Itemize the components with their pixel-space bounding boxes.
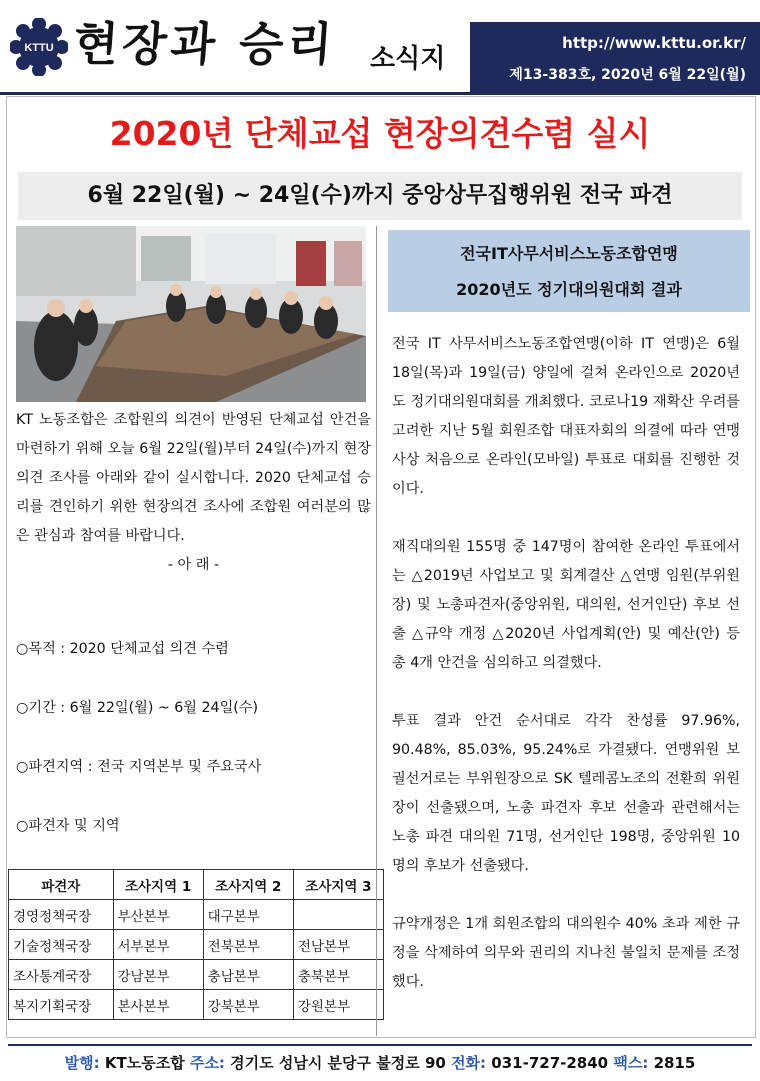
kttu-emblem-icon xyxy=(10,18,68,76)
table-header: 파견자 xyxy=(9,870,114,900)
publisher: KT노동조합 xyxy=(104,1054,185,1072)
article-paragraph: 재직대의원 155명 중 147명이 참여한 온라인 투표에서는 △2019년 사업보고 및 회계결산 △연맹 임원(부위원장) 및 노총파견자(중앙위원, 대의원, 선거인단) 후보 선출 △규약 개정 △2020년 사업계획(안) 및 예산(안) 등 총 4개 안건을 심의하고 의결했다. xyxy=(392,539,740,671)
issue-box xyxy=(470,22,760,92)
article-paragraph: 규약개정은 1개 회원조합의 대의원수 40% 초과 제한 규정을 삭제하여 의무와 권리의 지나친 불일치 문제를 조정했다. xyxy=(392,916,740,990)
kttu-logo xyxy=(10,18,68,76)
address: 경기도 성남시 분당구 불정로 90 xyxy=(230,1054,446,1072)
table-header: 조사지역 2 xyxy=(203,870,293,900)
side-heading-line2: 2020년도 정기대의원대회 결과 xyxy=(456,280,682,299)
phone-label: 전화: xyxy=(451,1054,487,1072)
top-rule xyxy=(0,92,760,95)
website-url[interactable]: http://www.kttu.or.kr/ xyxy=(562,34,746,52)
dispatch-item: ○파견자 및 지역 xyxy=(16,818,120,834)
side-article-heading xyxy=(388,230,750,312)
left-column xyxy=(16,406,371,580)
table-row xyxy=(9,930,384,960)
table-row xyxy=(9,990,384,1020)
headline: 2020년 단체교섭 현장의견수렴 실시 xyxy=(109,114,651,153)
table-row xyxy=(9,900,384,930)
table-header: 조사지역 3 xyxy=(293,870,383,900)
table-cell: 충남본부 xyxy=(203,960,293,990)
arae-label: - 아 래 - xyxy=(167,557,220,573)
issue-number: 제13-383호, 2020년 6월 22일(월) xyxy=(509,67,746,83)
region-item: ○파견지역 : 전국 지역본부 및 주요국사 xyxy=(16,759,262,775)
table-cell: 전북본부 xyxy=(203,930,293,960)
table-cell: 조사통계국장 xyxy=(9,960,114,990)
meeting-photo xyxy=(16,226,366,402)
table-cell: 강남본부 xyxy=(113,960,203,990)
side-heading-line1: 전국IT사무서비스노동조합연맹 xyxy=(460,244,678,263)
table-cell: 본사본부 xyxy=(113,990,203,1020)
subheadline: 6월 22일(월) ~ 24일(수)까지 중앙상무집행위원 전국 파견 xyxy=(18,172,742,220)
logo-text: KTTU xyxy=(24,42,54,54)
table-cell: 기술정책국장 xyxy=(9,930,114,960)
table-header: 조사지역 1 xyxy=(113,870,203,900)
column-divider xyxy=(376,226,377,1036)
phone: 031-727-2840 xyxy=(491,1054,609,1072)
table-cell: 강원본부 xyxy=(293,990,383,1020)
dispatch-table xyxy=(8,869,384,1020)
fax-label: 팩스: xyxy=(613,1054,649,1072)
address-label: 주소: xyxy=(189,1054,225,1072)
table-cell: 전남본부 xyxy=(293,930,383,960)
newsletter-title: 현장과 승리 xyxy=(71,17,338,71)
table-header-row xyxy=(9,870,384,900)
table-cell: 복지기획국장 xyxy=(9,990,114,1020)
table-cell: 충북본부 xyxy=(293,960,383,990)
footer-rule xyxy=(8,1044,752,1046)
table-cell xyxy=(293,900,383,930)
right-column xyxy=(392,330,740,1026)
period-item: ○기간 : 6월 22일(월) ~ 6월 24일(수) xyxy=(16,700,259,716)
intro-paragraph: KT 노동조합은 조합원의 의견이 반영된 단체교섭 안건을 마련하기 위해 오늘 6월 22일(월)부터 24일(수)까지 현장의견 조사를 아래와 같이 실시합니다. 2020 단체교섭 승리를 견인하기 위한 현장의견 조사에 조합원 여러분의 많은 관심과 참여를 바랍니다. xyxy=(16,412,371,544)
publisher-label: 발행: xyxy=(64,1054,100,1072)
table-cell: 부산본부 xyxy=(113,900,203,930)
table-cell: 강북본부 xyxy=(203,990,293,1020)
purpose-item: ○목적 : 2020 단체교섭 의견 수렴 xyxy=(16,641,229,657)
table-cell: 경영정책국장 xyxy=(9,900,114,930)
fax: 2815 xyxy=(653,1054,696,1072)
table-row xyxy=(9,960,384,990)
newsletter-subtitle: 소식지 xyxy=(370,44,446,74)
article-paragraph: 전국 IT 사무서비스노동조합연맹(이하 IT 연맹)은 6월 18일(목)과 19일(금) 양일에 걸쳐 온라인으로 2020년도 정기대의원대회를 개최했다. 코로나19 재확산 우려를 고려한 지난 5월 회원조합 대표자회의 의결에 따라 연맹 사상 처음으로 온라인(모바일) 투표로 대회를 진행한 것이다. xyxy=(392,336,740,497)
table-cell: 대구본부 xyxy=(203,900,293,930)
article-paragraph: 투표 결과 안건 순서대로 각각 찬성률 97.96%, 90.48%, 85.03%, 95.24%로 가결됐다. 연맹위원 보궐선거로는 부위원장으로 SK 텔레콤노조의 전환희 위원장이 선출됐으며, 노총 파견자 후보 선출과 관련해서는 노총 파견 대의원 71명, 선거인단 198명, 중앙위원 10명의 후보가 선출됐다. xyxy=(392,713,740,874)
footer xyxy=(0,1052,760,1073)
masthead xyxy=(0,0,760,92)
table-cell: 서부본부 xyxy=(113,930,203,960)
